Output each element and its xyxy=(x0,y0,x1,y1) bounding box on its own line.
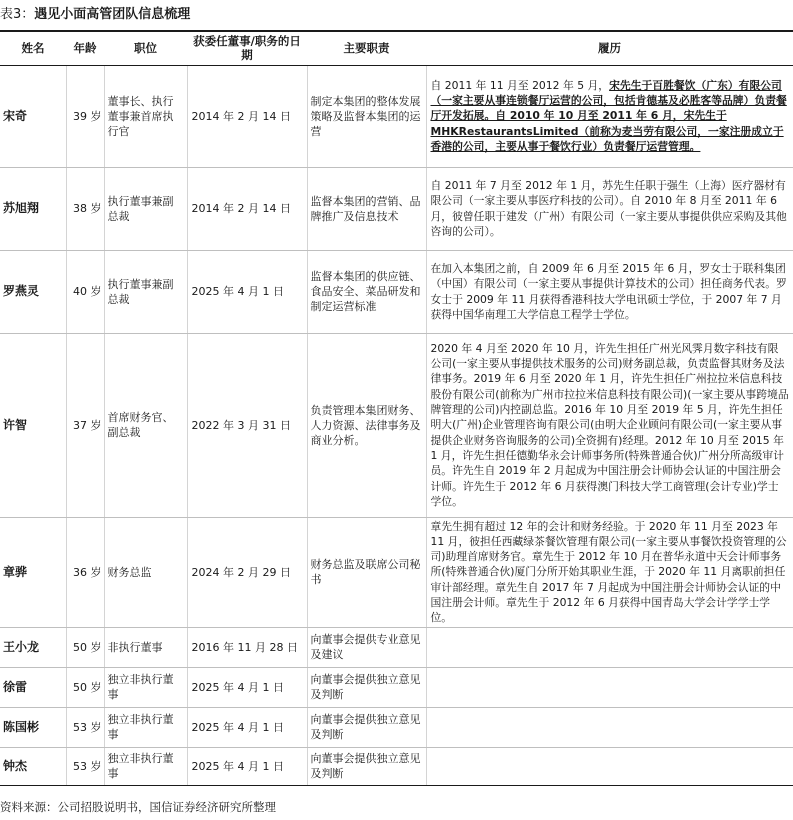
table-row xyxy=(0,250,793,333)
cell-date: 2025 年 4 月 1 日 xyxy=(187,667,307,707)
header-position: 职位 xyxy=(104,31,187,65)
cell-duty: 向董事会提供独立意见及判断 xyxy=(307,667,426,707)
cell-resume: 章先生拥有超过 12 年的会计和财务经验。于 2020 年 11 月至 2023 年 11 月，彼担任西藏绿茶餐饮管理有限公司(一家主要从事餐饮投资管理的公司)助理首席财务官。章先生于 2012 年 10 月在普华永道中天会计师事务所(特殊普通合伙)厦门分所开始其职业生涯，于 2020 年 11 月离职前担任审计部经理。章先生自 2017 年 7 月起成为中国注册会计师协会认证的中国注册会计师。章先生于 2012 年 6 月获得中国青岛大学会计学学士学位。 xyxy=(426,517,793,627)
cell-position: 董事长、执行董事兼首席执行官 xyxy=(104,65,187,167)
table-row xyxy=(0,167,793,250)
cell-position: 非执行董事 xyxy=(104,627,187,667)
cell-name: 徐雷 xyxy=(0,667,66,707)
cell-age: 36 岁 xyxy=(66,517,104,627)
cell-age: 53 岁 xyxy=(66,707,104,747)
cell-resume xyxy=(426,747,793,785)
cell-date: 2022 年 3 月 31 日 xyxy=(187,333,307,517)
cell-resume: 自 2011 年 7 月至 2012 年 1 月，苏先生任职于强生（上海）医疗器材有限公司（一家主要从事医疗科技的公司）。自 2010 年 8 月至 2011 年 6 月，彼曾任职于建发（广州）有限公司（一家主要从事提供供应采购及其他咨询的公司）。 xyxy=(426,167,793,250)
table-header-row xyxy=(0,31,793,65)
table-row xyxy=(0,747,793,785)
resume-plain-text: 自 2011 年 11 月至 2012 年 5 月， xyxy=(430,78,610,92)
header-name: 姓名 xyxy=(0,31,66,65)
cell-date: 2016 年 11 月 28 日 xyxy=(187,627,307,667)
cell-position: 财务总监 xyxy=(104,517,187,627)
cell-position: 首席财务官、副总裁 xyxy=(104,333,187,517)
cell-age: 39 岁 xyxy=(66,65,104,167)
table-row xyxy=(0,517,793,627)
cell-duty: 向董事会提供独立意见及判断 xyxy=(307,747,426,785)
executive-team-table xyxy=(0,30,793,786)
cell-name: 陈国彬 xyxy=(0,707,66,747)
cell-age: 37 岁 xyxy=(66,333,104,517)
cell-name: 王小龙 xyxy=(0,627,66,667)
cell-date: 2014 年 2 月 14 日 xyxy=(187,167,307,250)
header-duty: 主要职责 xyxy=(307,31,426,65)
cell-duty: 负责管理本集团财务、人力资源、法律事务及商业分析。 xyxy=(307,333,426,517)
cell-age: 38 岁 xyxy=(66,167,104,250)
source-note: 资料来源：公司招股说明书，国信证券经济研究所整理 xyxy=(0,800,276,814)
cell-resume xyxy=(426,627,793,667)
cell-duty: 向董事会提供专业意见及建议 xyxy=(307,627,426,667)
table-row xyxy=(0,667,793,707)
cell-resume: 在加入本集团之前，自 2009 年 6 月至 2015 年 6 月，罗女士于联科集团（中国）有限公司（一家主要从事提供计算技术的公司）担任商务代表。罗女士于 2009 年 11 月获得香港科技大学电讯硕士学位，于 2007 年 7 月获得中国华南理工大学信息工程学士学位。 xyxy=(426,250,793,333)
cell-age: 53 岁 xyxy=(66,747,104,785)
cell-duty: 制定本集团的整体发展策略及监督本集团的运营 xyxy=(307,65,426,167)
cell-date: 2025 年 4 月 1 日 xyxy=(187,250,307,333)
cell-date: 2014 年 2 月 14 日 xyxy=(187,65,307,167)
cell-duty: 向董事会提供独立意见及判断 xyxy=(307,707,426,747)
cell-position: 执行董事兼副总裁 xyxy=(104,250,187,333)
cell-name: 钟杰 xyxy=(0,747,66,785)
cell-resume xyxy=(426,707,793,747)
cell-date: 2024 年 2 月 29 日 xyxy=(187,517,307,627)
cell-name: 许智 xyxy=(0,333,66,517)
cell-age: 50 岁 xyxy=(66,627,104,667)
header-resume: 履历 xyxy=(426,31,793,65)
table-title xyxy=(0,2,190,28)
table-row xyxy=(0,333,793,517)
cell-resume xyxy=(426,667,793,707)
header-age: 年龄 xyxy=(66,31,104,65)
cell-name: 罗燕灵 xyxy=(0,250,66,333)
cell-age: 50 岁 xyxy=(66,667,104,707)
cell-name: 章骅 xyxy=(0,517,66,627)
cell-duty: 财务总监及联席公司秘书 xyxy=(307,517,426,627)
cell-name: 苏旭翔 xyxy=(0,167,66,250)
table-row xyxy=(0,627,793,667)
cell-position: 独立非执行董事 xyxy=(104,747,187,785)
table-row xyxy=(0,65,793,167)
table-title-text: 遇见小面高管团队信息梳理 xyxy=(34,7,191,22)
header-appointment-date: 获委任董事/职务的日期 xyxy=(187,31,307,65)
cell-date: 2025 年 4 月 1 日 xyxy=(187,747,307,785)
cell-position: 执行董事兼副总裁 xyxy=(104,167,187,250)
cell-position: 独立非执行董事 xyxy=(104,707,187,747)
cell-date: 2025 年 4 月 1 日 xyxy=(187,707,307,747)
cell-resume: 2020 年 4 月至 2020 年 10 月，许先生担任广州光风霁月数字科技有限公司(一家主要从事提供技术服务的公司)财务副总裁，负责监督其财务及法律事务。2019 年 6 月至 2020 年 1 月，许先生担任广州拉拉米信息科技股份有限公司(前称为广州市拉拉米信息科技有限公司)(一家主要从事跨境品牌管理的公司)内控副总监。2016 年 10 月至 2019 年 5 月，许先生担任明大(广州)企业管理咨询有限公司(由明大企业顾问有限公司(一家主要从事提供企业财务咨询服务的公司)全资拥有)经理。2012 年 10 月至 2015 年 1 月，许先生担任德勤华永会计师事务所(特殊普通合伙)广州分所高级审计员。许先生自 2019 年 2 月起成为中国注册会计师协会认证的中国注册会计师。许先生于 2012 年 6 月获得澳门科技大学工商管理(会计专业)学士学位。 xyxy=(426,333,793,517)
cell-position: 独立非执行董事 xyxy=(104,667,187,707)
cell-age: 40 岁 xyxy=(66,250,104,333)
table-row xyxy=(0,707,793,747)
cell-name: 宋奇 xyxy=(0,65,66,167)
resume-emphasis-text: 宋先生于百胜餐饮（广东）有限公司（一家主要从事连锁餐厅运营的公司，包括肯德基及必胜客等品牌）负责餐厅开发拓展。自 2010 年 10 月至 2011 年 6 月，宋先生于 MHKRestaurantsLimited（前称为麦当劳有限公司，一家注册成立于香港的公司，主要从事于餐饮行业）负责餐厅运营管理。 xyxy=(430,78,787,153)
cell-duty: 监督本集团的营销、品牌推广及信息技术 xyxy=(307,167,426,250)
cell-duty: 监督本集团的供应链、食品安全、菜品研发和制定运营标准 xyxy=(307,250,426,333)
table-title-prefix: 表3： xyxy=(0,7,35,22)
cell-resume xyxy=(426,65,793,167)
